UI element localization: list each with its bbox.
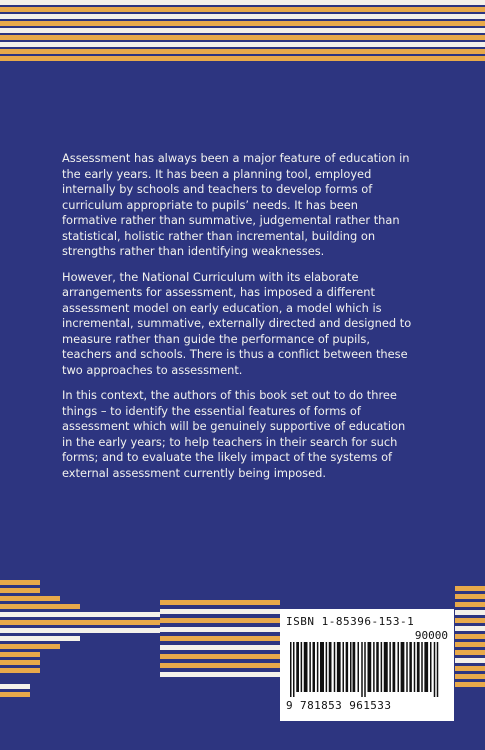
blurb-paragraph-3: In this context, the authors of this book set out to do three things – to identify the essential features of forms of assessment which will be genuinely supportive of education in the early years; to help teachers in their search for such forms; and to evaluate the likely impact of the systems of external assessment currently being imposed. (62, 388, 406, 480)
isbn-text: ISBN 1-85396-153-1 (286, 615, 415, 628)
blurb-paragraph-1: Assessment has always been a major feature of education in the early years. It has been a planning tool, employed internally by schools and teachers to develop forms of curriculum appropriate to pupils’ needs. It has been formative rather than summative, judgemental rather than statistical, holistic rather than incremental, building on strengths rather than identifying weaknesses. (62, 151, 410, 258)
bottom-right-stripe-band (455, 586, 485, 692)
isbn-barcode (280, 609, 454, 721)
ean-barcode-bars (290, 642, 440, 697)
price-code: 90000 (414, 629, 448, 642)
top-stripe-band (0, 0, 485, 62)
bottom-middle-stripe-band (160, 600, 280, 690)
back-cover-blurb (62, 151, 416, 491)
bottom-left-stripe-band (0, 580, 160, 720)
ean-digits: 9 781853 961533 (286, 699, 392, 712)
blurb-paragraph-2: However, the National Curriculum with its elaborate arrangements for assessment, has imposed a different assessment model on early education, a model which is incremental, summative, externally directed and designed to measure rather than guide the performance of pupils, teachers and schools. There is thus a conflict between these two approaches to assessment. (62, 269, 412, 377)
